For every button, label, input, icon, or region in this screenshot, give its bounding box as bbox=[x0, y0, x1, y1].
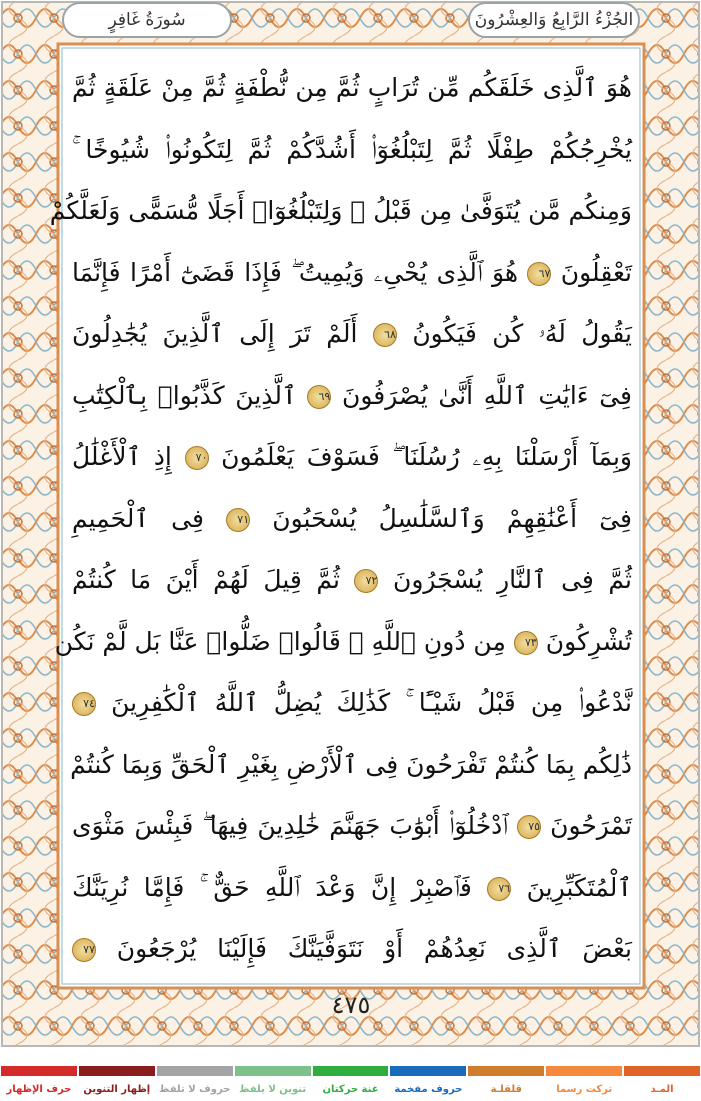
ayah-number-marker: ٧٦ bbox=[487, 877, 511, 901]
verse-line bbox=[72, 130, 632, 170]
verse-text: مِن دُونِ ٱللَّهِ ۖ قَالُوا۟ ضَلُّوا۟ عَنَّا بَل لَّمْ نَكُن bbox=[54, 626, 506, 656]
legend-color-swatch bbox=[546, 1066, 622, 1076]
legend-color-swatch bbox=[79, 1066, 155, 1076]
surah-name-banner bbox=[62, 2, 232, 38]
verse-text: فِى ٱلْحَمِيمِ bbox=[72, 503, 204, 533]
ayah-number-marker: ٦٩ bbox=[307, 385, 331, 409]
legend-color-swatch bbox=[235, 1066, 311, 1076]
surah-name: سُورَةُ غَافِرٍ bbox=[108, 10, 186, 30]
verse-line bbox=[72, 68, 632, 108]
verse-line bbox=[54, 622, 632, 662]
verse-text: بَعْضَ ٱلَّذِى نَعِدُهُمْ أَوْ نَتَوَفَّيَنَّكَ فَإِلَيْنَا يُرْجَعُونَ bbox=[116, 934, 632, 963]
verse-line bbox=[72, 376, 632, 416]
verse-text: ٱلْمُتَكَبِّرِينَ bbox=[526, 872, 633, 902]
verse-line bbox=[72, 314, 632, 354]
verse-text: نَّدْعُوا۟ مِن قَبْلُ شَيْـًٔا ۚ كَذَٰلِكَ يُضِلُّ ٱللَّهُ ٱلْكَٰفِرِينَ bbox=[111, 688, 632, 717]
verse-text: ذَٰلِكُم بِمَا كُنتُمْ تَفْرَحُونَ فِى ٱلْأَرْضِ بِغَيْرِ ٱلْحَقِّ وَبِمَا كُنتُمْ bbox=[70, 749, 632, 779]
tajweed-legend-labels bbox=[0, 1082, 701, 1098]
verse-text: يُخْرِجُكُمْ طِفْلًا ثُمَّ لِتَبْلُغُوٓا۟ أَشُدَّكُمْ ثُمَّ لِتَكُونُوا۟ شُيُوخًا ۚ bbox=[72, 134, 632, 164]
ayah-number-marker: ٦٧ bbox=[527, 262, 551, 286]
verse-text: تُشْرِكُونَ bbox=[545, 626, 632, 656]
ayah-number-marker: ٦٨ bbox=[373, 323, 397, 347]
verse-text: هُوَ ٱلَّذِى يُحْىِۦ وَيُمِيتُ ۖ فَإِذَا قَضَىٰٓ أَمْرًا فَإِنَّمَا bbox=[72, 257, 519, 287]
verse-line bbox=[72, 253, 632, 293]
verse-text: وَبِمَآ أَرْسَلْنَا بِهِۦ رُسُلَنَا ۖ فَسَوْفَ يَعْلَمُونَ bbox=[221, 442, 632, 471]
legend-color-swatch bbox=[1, 1066, 77, 1076]
verse-text: فِىٓ أَعْنَٰقِهِمْ وَٱلسَّلَٰسِلُ يُسْحَبُونَ bbox=[272, 503, 633, 533]
verse-text: ٱلَّذِينَ كَذَّبُوا۟ بِٱلْكِتَٰبِ bbox=[72, 380, 297, 410]
page-number: ٤٧٥ bbox=[331, 991, 371, 1019]
verse-line bbox=[72, 745, 632, 785]
juz-name-banner bbox=[468, 2, 640, 38]
verse-text: تَمْرَحُونَ bbox=[550, 811, 633, 840]
legend-color-swatch bbox=[157, 1066, 233, 1076]
verse-text: فَٱصْبِرْ إِنَّ وَعْدَ ٱللَّهِ حَقٌّ ۚ فَإِمَّا نُرِيَنَّكَ bbox=[72, 872, 472, 902]
verse-line bbox=[72, 806, 632, 846]
legend-label: المـد bbox=[650, 1084, 674, 1095]
verse-text: فِىٓ ءَايَٰتِ ٱللَّهِ أَنَّىٰ يُصْرَفُونَ bbox=[342, 380, 632, 410]
legend-label: إظهار التنوين bbox=[83, 1084, 151, 1095]
legend-color-swatch bbox=[390, 1066, 466, 1076]
legend-color-swatch bbox=[624, 1066, 700, 1076]
verse-line bbox=[72, 499, 632, 539]
ayah-number-marker: ٧٢ bbox=[354, 569, 378, 593]
legend-label: غنة حركتان bbox=[322, 1084, 379, 1095]
verse-line bbox=[72, 868, 632, 908]
verse-line bbox=[72, 929, 632, 969]
verse-text: وَمِنكُم مَّن يُتَوَفَّىٰ مِن قَبْلُ ۖ وَلِتَبْلُغُوٓا۟ أَجَلًا مُّسَمًّى وَلَعَلَّكُمْ bbox=[49, 196, 632, 225]
ayah-number-marker: ٧٣ bbox=[514, 631, 538, 655]
verse-line bbox=[72, 683, 632, 723]
verse-line bbox=[72, 560, 632, 600]
legend-label: قلقلـة bbox=[490, 1084, 522, 1095]
legend-label: تنوين لا يلفظ bbox=[239, 1084, 307, 1095]
legend-color-swatch bbox=[313, 1066, 389, 1076]
verse-text: تَعْقِلُونَ bbox=[560, 257, 632, 287]
verse-text: ثُمَّ قِيلَ لَهُمْ أَيْنَ مَا كُنتُمْ bbox=[72, 565, 340, 594]
legend-label: حروف لا تلفظ bbox=[159, 1084, 231, 1095]
verse-line bbox=[72, 437, 632, 477]
legend-color-swatch bbox=[468, 1066, 544, 1076]
verse-text: ثُمَّ فِى ٱلنَّارِ يُسْجَرُونَ bbox=[392, 565, 632, 594]
legend-label: حرف الإظهار bbox=[6, 1084, 72, 1095]
ayah-number-marker: ٧٤ bbox=[72, 692, 96, 716]
juz-name: الجُزْءُ الرَّابِعُ وَالعِشْرُونَ bbox=[474, 10, 634, 30]
ayah-number-marker: ٧١ bbox=[226, 508, 250, 532]
ayah-number-marker: ٧٠ bbox=[185, 446, 209, 470]
verse-text: إِذِ ٱلْأَغْلَٰلُ bbox=[72, 442, 172, 471]
verse-text: أَلَمْ تَرَ إِلَى ٱلَّذِينَ يُجَٰدِلُونَ bbox=[72, 319, 358, 348]
ayah-number-marker: ٧٧ bbox=[72, 938, 96, 962]
legend-label: حروف مفخمة bbox=[394, 1084, 463, 1095]
verse-text: هُوَ ٱلَّذِى خَلَقَكُم مِّن تُرَابٍ ثُمَّ مِن نُّطْفَةٍ ثُمَّ مِنْ عَلَقَةٍ ثُمَّ bbox=[72, 73, 632, 102]
legend-label: تركت رسما bbox=[556, 1084, 613, 1095]
ayah-number-marker: ٧٥ bbox=[517, 815, 541, 839]
verse-line bbox=[49, 191, 632, 231]
tajweed-color-legend bbox=[0, 1066, 701, 1076]
verse-text: يَقُولُ لَهُۥ كُن فَيَكُونُ bbox=[412, 319, 632, 348]
verse-text: ٱدْخُلُوٓا۟ أَبْوَٰبَ جَهَنَّمَ خَٰلِدِينَ فِيهَا ۖ فَبِئْسَ مَثْوَى bbox=[72, 811, 509, 840]
